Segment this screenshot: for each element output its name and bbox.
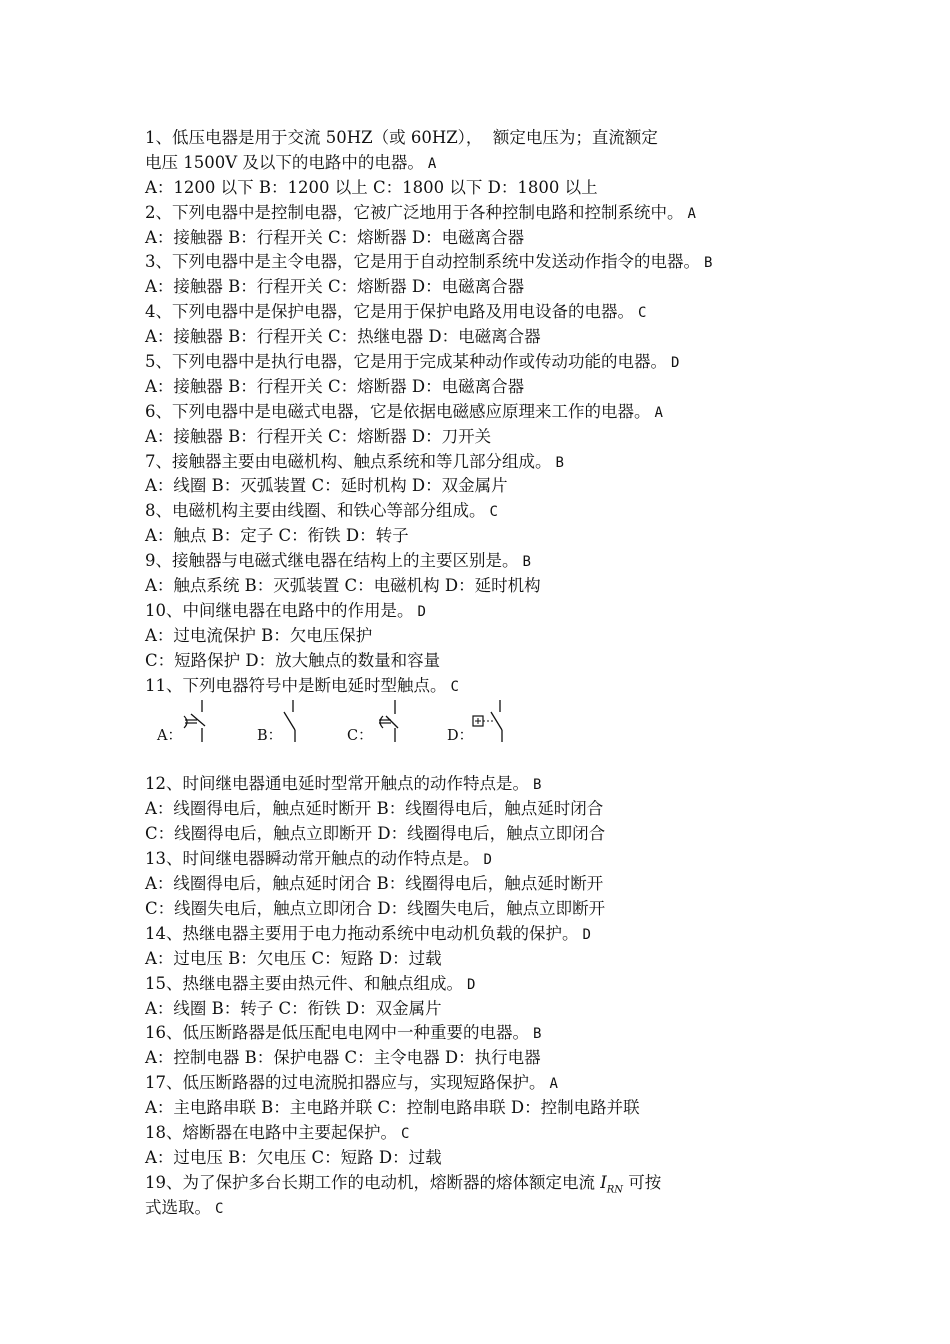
question-19-line-1: 19、为了保护多台长期工作的电动机，熔断器的熔体额定电流 $I_{RN}$ 可按 — [145, 1172, 662, 1196]
text-line: A：接触器 B：行程开关 C：熔断器 D：刀开关 — [145, 426, 492, 446]
text-line: A：过电压 B：欠电压 C：短路 D：过载 — [145, 1147, 442, 1167]
text-line: A：线圈得电后，触点延时断开 B：线圈得电后，触点延时闭合 — [145, 799, 604, 819]
questions-1-11 — [145, 126, 845, 698]
text-line: A：触点 B：定子 C：衔铁 D：转子 — [145, 526, 409, 546]
text-line: C：线圈得电后，触点立即断开 D：线圈得电后，触点立即闭合 — [145, 824, 606, 844]
text-line: A：过电流保护 B：欠电压保护 — [145, 625, 373, 645]
text-line: 8、电磁机构主要由线圈、和铁心等部分组成。 C — [145, 501, 498, 521]
text-line: A：过电压 B：欠电压 C：短路 D：过载 — [145, 948, 442, 968]
text-line: A：接触器 B：行程开关 C：热继电器 D：电磁离合器 — [145, 327, 541, 347]
question-list — [145, 126, 845, 1221]
contact-symbols-figure — [145, 698, 845, 772]
questions-12-18 — [145, 772, 845, 1170]
text-line: A：线圈 B：转子 C：衔铁 D：双金属片 — [145, 998, 442, 1018]
text-line: 3、下列电器中是主令电器，它是用于自动控制系统中发送动作指令的电器。 B — [145, 252, 713, 272]
text-line: 14、热继电器主要用于电力拖动系统中电动机负载的保护。 D — [145, 923, 591, 943]
text-line: 17、低压断路器的过电流脱扣器应与，实现短路保护。 A — [145, 1073, 558, 1093]
contact-symbol-icon — [279, 698, 309, 746]
text-line: 电压 1500V 及以下的电路中的电器。 A — [145, 152, 437, 172]
text-line: C：线圈失电后，触点立即闭合 D：线圈失电后，触点立即断开 — [145, 898, 606, 918]
symbol-label: B： — [257, 728, 283, 745]
off-delay-contact-symbol-icon — [371, 698, 411, 746]
text-line: 15、热继电器主要由热元件、和触点组成。 D — [145, 973, 476, 993]
text-line: 12、时间继电器通电延时型常开触点的动作特点是。 B — [145, 774, 542, 794]
text-line: 7、接触器主要由电磁机构、触点系统和等几部分组成。 B — [145, 451, 564, 471]
irn-variable: $I_{RN}$ — [600, 1172, 624, 1196]
text-line: A：接触器 B：行程开关 C：熔断器 D：电磁离合器 — [145, 277, 525, 297]
text-line: 16、低压断路器是低压配电电网中一种重要的电器。 B — [145, 1023, 542, 1043]
text-line: A：接触器 B：行程开关 C：熔断器 D：电磁离合器 — [145, 227, 525, 247]
text-line: 10、中间继电器在电路中的作用是。 D — [145, 600, 426, 620]
text-line: 5、下列电器中是执行电器，它是用于完成某种动作或传动功能的电器。 D — [145, 352, 680, 372]
text-line: A：控制电器 B：保护电器 C：主令电器 D：执行电器 — [145, 1048, 541, 1068]
text-line: 13、时间继电器瞬动常开触点的动作特点是。 D — [145, 849, 492, 869]
text-line: 6、下列电器中是电磁式电器，它是依据电磁感应原理来工作的电器。 A — [145, 401, 663, 421]
text-line: 18、熔断器在电路中主要起保护。 C — [145, 1122, 410, 1142]
text-line: 9、接触器与电磁式继电器在结构上的主要区别是。 B — [145, 551, 531, 571]
text-line: A：线圈 B：灭弧装置 C：延时机构 D：双金属片 — [145, 476, 508, 496]
text-line: C：短路保护 D：放大触点的数量和容量 — [145, 650, 441, 670]
text-line: A：1200 以下 B：1200 以上 C：1800 以下 D：1800 以上 — [145, 177, 598, 197]
text-line: 11、下列电器符号中是断电延时型触点。 C — [145, 675, 459, 695]
text-line: 4、下列电器中是保护电器，它是用于保护电路及用电设备的电器。 C — [145, 302, 647, 322]
symbol-label: C： — [347, 728, 373, 745]
text-line: A：主电路串联 B：主电路并联 C：控制电路串联 D：控制电路并联 — [145, 1098, 640, 1118]
question-19-line-2: 式选取。 C — [145, 1197, 224, 1217]
text-line: 2、下列电器中是控制电器，它被广泛地用于各种控制电路和控制系统中。 A — [145, 202, 696, 222]
text-line: 1、低压电器是用于交流 50HZ（或 60HZ）， 额定电压为；直流额定 — [145, 128, 658, 147]
symbol-label: A： — [157, 728, 182, 745]
symbol-label: D： — [447, 728, 474, 745]
text-line: A：线圈得电后，触点延时闭合 B：线圈得电后，触点延时断开 — [145, 874, 604, 894]
text-line: A：接触器 B：行程开关 C：熔断器 D：电磁离合器 — [145, 376, 525, 396]
text-line: A：触点系统 B：灭弧装置 C：电磁机构 D：延时机构 — [145, 576, 541, 596]
thermal-contact-symbol-icon — [469, 698, 509, 746]
delay-contact-symbol-icon — [181, 698, 221, 746]
